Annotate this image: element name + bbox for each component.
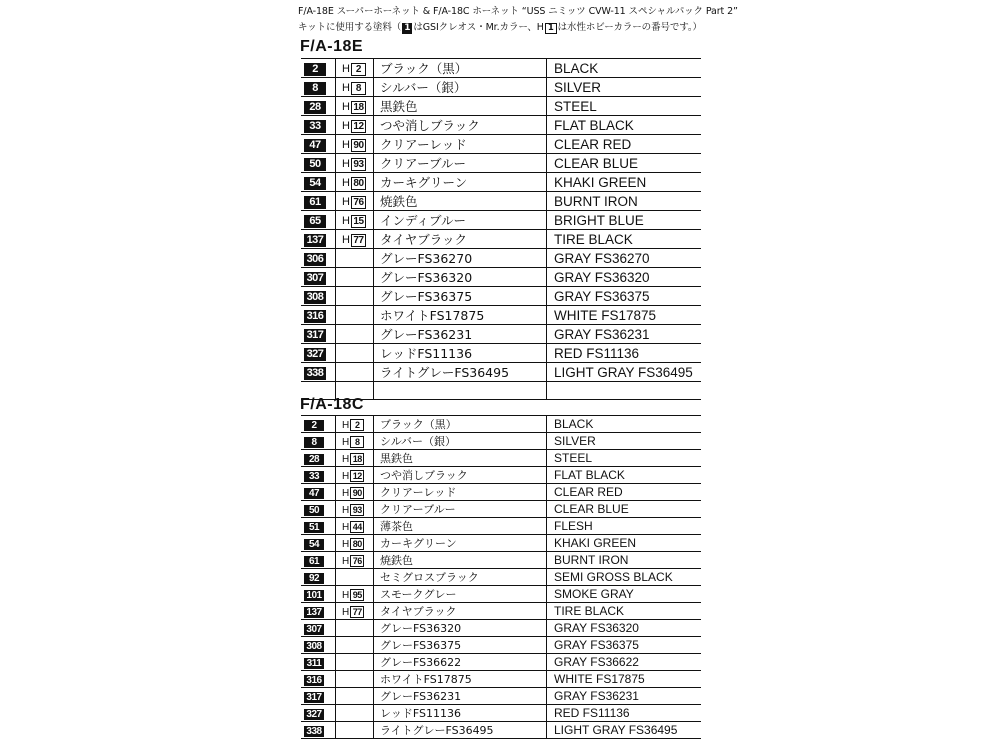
mr-color-number: 61: [304, 556, 324, 568]
hobby-color-number: 76: [350, 555, 364, 567]
hobby-color-cell: [336, 268, 374, 287]
instructions-header: [298, 4, 738, 36]
paint-row: [301, 620, 701, 637]
hobby-color-prefix: H: [342, 471, 350, 482]
paint-row: [301, 722, 701, 739]
mr-color-cell: [301, 450, 336, 467]
hobby-color-prefix: H: [342, 119, 350, 132]
mr-color-cell: [301, 173, 336, 192]
paint-name-en: SEMI GROSS BLACK: [547, 569, 702, 586]
hobby-color-number: 2: [351, 63, 366, 76]
mr-color-cell: [301, 287, 336, 306]
hobby-color-cell: [336, 535, 374, 552]
hobby-color-code: [342, 420, 364, 431]
paint-name-jp: 焼鉄色: [374, 192, 547, 211]
paint-row: [301, 211, 701, 230]
hobby-color-number: 18: [351, 101, 366, 114]
paint-table-fa18e: [301, 58, 701, 400]
mr-color-number: 311: [304, 658, 324, 670]
paint-row: [301, 97, 701, 116]
hobby-color-number: 8: [351, 82, 366, 95]
paint-name-jp: グレーFS36375: [374, 637, 547, 654]
paint-row: [301, 325, 701, 344]
paint-name-jp: クリアーレッド: [374, 135, 547, 154]
section-title-fa18e: F/A-18E: [300, 38, 364, 55]
hobby-color-cell: [336, 97, 374, 116]
mr-color-number: 2: [304, 63, 326, 76]
paint-row: [301, 59, 701, 78]
hobby-color-prefix: H: [342, 556, 350, 567]
paint-row: [301, 603, 701, 620]
paint-name-en: BURNT IRON: [547, 552, 702, 569]
mr-color-cell: [301, 211, 336, 230]
paint-name-en: FLAT BLACK: [547, 116, 702, 135]
paint-name-en: FLAT BLACK: [547, 467, 702, 484]
hobby-color-cell: [336, 450, 374, 467]
mr-color-cell: [301, 325, 336, 344]
hobby-color-prefix: H: [342, 157, 350, 170]
mr-color-number: 307: [304, 272, 326, 285]
hobby-color-number: 90: [350, 487, 364, 499]
paint-name-jp: タイヤブラック: [374, 230, 547, 249]
paint-name-en: CLEAR RED: [547, 135, 702, 154]
paint-name-jp: 焼鉄色: [374, 552, 547, 569]
hobby-color-prefix: H: [342, 195, 350, 208]
hobby-color-cell: [336, 501, 374, 518]
hobby-color-cell: [336, 603, 374, 620]
mr-color-number: 8: [304, 437, 324, 449]
mr-color-cell: [301, 671, 336, 688]
hobby-color-cell: [336, 722, 374, 739]
paint-name-en: CLEAR BLUE: [547, 501, 702, 518]
mr-color-cell: [301, 416, 336, 433]
paint-name-jp: つや消しブラック: [374, 467, 547, 484]
paint-row: [301, 535, 701, 552]
hobby-color-code: [342, 488, 364, 499]
hobby-color-cell: [336, 192, 374, 211]
mr-color-cell: [301, 230, 336, 249]
paint-row: [301, 416, 701, 433]
paint-row: [301, 287, 701, 306]
paint-name-en: GRAY FS36622: [547, 654, 702, 671]
hobby-color-cell: [336, 363, 374, 382]
hobby-color-code: [342, 215, 366, 227]
hobby-color-code: [342, 505, 364, 516]
hobby-color-cell: [336, 230, 374, 249]
mr-color-number: 28: [304, 101, 326, 114]
mr-color-cell: [301, 484, 336, 501]
mr-color-number: 47: [304, 488, 324, 500]
paint-name-en: CLEAR RED: [547, 484, 702, 501]
paint-name-en: STEEL: [547, 450, 702, 467]
paint-name-jp: ホワイトFS17875: [374, 671, 547, 688]
mr-color-cell: [301, 654, 336, 671]
hobby-color-cell: [336, 325, 374, 344]
paint-name-en: BLACK: [547, 416, 702, 433]
hobby-color-code: [342, 522, 364, 533]
paint-name-jp: グレーFS36622: [374, 654, 547, 671]
paint-name-jp: ライトグレーFS36495: [374, 363, 547, 382]
mr-color-cell: [301, 249, 336, 268]
paint-row: [301, 363, 701, 382]
mr-color-cell: [301, 501, 336, 518]
header-note-suffix: は水性ホビーカラーの番号です。）: [557, 22, 702, 33]
hobby-color-prefix: H: [342, 420, 350, 431]
paint-name-en: SILVER: [547, 78, 702, 97]
mr-color-number: 137: [304, 234, 326, 247]
hobby-color-number: 44: [350, 521, 364, 533]
paint-row: [301, 268, 701, 287]
paint-name-en: BLACK: [547, 59, 702, 78]
hobby-color-prefix: H: [342, 505, 350, 516]
mr-color-cell: [301, 637, 336, 654]
mr-color-number: 8: [304, 82, 326, 95]
hobby-color-cell: [336, 569, 374, 586]
hobby-color-box-example: 1: [545, 23, 557, 34]
mr-color-number: 28: [304, 454, 324, 466]
hobby-color-cell: [336, 135, 374, 154]
hobby-color-cell: [336, 433, 374, 450]
header-note-middle: はGSIクレオス・Mr.カラー、H: [413, 22, 544, 33]
paint-name-en: GRAY FS36270: [547, 249, 702, 268]
hobby-color-prefix: H: [342, 138, 350, 151]
hobby-color-number: 2: [350, 419, 364, 431]
mr-color-cell: [301, 344, 336, 363]
paint-name-jp: カーキグリーン: [374, 173, 547, 192]
paint-name-en: GRAY FS36375: [547, 637, 702, 654]
hobby-color-prefix: H: [342, 590, 350, 601]
paint-row: [301, 518, 701, 535]
paint-name-jp: クリアーレッド: [374, 484, 547, 501]
paint-name-jp: ブラック（黒）: [374, 59, 547, 78]
paint-row: [301, 306, 701, 325]
mr-color-number: 338: [304, 367, 326, 380]
hobby-color-cell: [336, 249, 374, 268]
mr-color-number: 308: [304, 291, 326, 304]
paint-name-jp: グレーFS36231: [374, 688, 547, 705]
mr-color-cell: [301, 620, 336, 637]
hobby-color-code: [342, 556, 364, 567]
mr-color-number: 33: [304, 471, 324, 483]
paint-name-en: GRAY FS36320: [547, 620, 702, 637]
paint-row: [301, 467, 701, 484]
paint-name-en: GRAY FS36231: [547, 325, 702, 344]
paint-name-jp: クリアーブルー: [374, 154, 547, 173]
paint-name-en: GRAY FS36375: [547, 287, 702, 306]
hobby-color-cell: [336, 637, 374, 654]
hobby-color-cell: [336, 306, 374, 325]
hobby-color-cell: [336, 688, 374, 705]
paint-name-jp: ライトグレーFS36495: [374, 722, 547, 739]
hobby-color-cell: [336, 705, 374, 722]
hobby-color-cell: [336, 416, 374, 433]
hobby-color-code: [342, 177, 366, 189]
mr-color-number: 317: [304, 692, 324, 704]
paint-name-jp: カーキグリーン: [374, 535, 547, 552]
paint-row: [301, 135, 701, 154]
hobby-color-cell: [336, 287, 374, 306]
paint-name-jp: レッドFS11136: [374, 344, 547, 363]
mr-color-number: 2: [304, 420, 324, 432]
mr-color-cell: [301, 552, 336, 569]
paint-name-en: BRIGHT BLUE: [547, 211, 702, 230]
hobby-color-number: 95: [350, 589, 364, 601]
paint-name-jp: 薄茶色: [374, 518, 547, 535]
hobby-color-cell: [336, 59, 374, 78]
mr-color-number: 65: [304, 215, 326, 228]
hobby-color-number: 80: [350, 538, 364, 550]
hobby-color-prefix: H: [342, 214, 350, 227]
paint-name-jp: レッドFS11136: [374, 705, 547, 722]
mr-color-number: 47: [304, 139, 326, 152]
hobby-color-number: 76: [351, 196, 366, 209]
hobby-color-number: 18: [350, 453, 364, 465]
paint-row: [301, 569, 701, 586]
header-note: [298, 20, 718, 36]
paint-name-en: GRAY FS36231: [547, 688, 702, 705]
hobby-color-cell: [336, 467, 374, 484]
paint-row: [301, 637, 701, 654]
hobby-color-number: 77: [350, 606, 364, 618]
hobby-color-cell: [336, 484, 374, 501]
mr-color-number: 61: [304, 196, 326, 209]
mr-color-cell: [301, 192, 336, 211]
hobby-color-code: [342, 539, 364, 550]
paint-name-en: STEEL: [547, 97, 702, 116]
mr-color-number: 327: [304, 709, 324, 721]
hobby-color-cell: [336, 78, 374, 97]
mr-color-cell: [301, 306, 336, 325]
hobby-color-number: 12: [350, 470, 364, 482]
hobby-color-number: 90: [351, 139, 366, 152]
mr-color-box-example: 1: [404, 23, 411, 33]
hobby-color-cell: [336, 173, 374, 192]
hobby-color-cell: [336, 154, 374, 173]
paint-row: [301, 450, 701, 467]
paint-row: [301, 501, 701, 518]
paint-name-en: RED FS11136: [547, 344, 702, 363]
mr-color-cell: [301, 135, 336, 154]
mr-color-number: 307: [304, 624, 324, 636]
hobby-color-code: [342, 63, 366, 75]
mr-color-cell: [301, 569, 336, 586]
paint-name-en: TIRE BLACK: [547, 603, 702, 620]
hobby-color-code: [342, 437, 364, 448]
mr-color-number: 101: [304, 590, 324, 602]
hobby-color-cell: [336, 654, 374, 671]
paint-row: [301, 78, 701, 97]
paint-row: [301, 230, 701, 249]
paint-name-en: KHAKI GREEN: [547, 173, 702, 192]
paint-name-jp: グレーFS36231: [374, 325, 547, 344]
hobby-color-number: 77: [351, 234, 366, 247]
paint-row: [301, 654, 701, 671]
paint-name-jp: シルバー（銀）: [374, 78, 547, 97]
mr-color-cell: [301, 535, 336, 552]
mr-color-cell: [301, 154, 336, 173]
mr-color-cell: [301, 722, 336, 739]
paint-row: [301, 705, 701, 722]
paint-name-en: RED FS11136: [547, 705, 702, 722]
paint-row: [301, 173, 701, 192]
hobby-color-cell: [336, 586, 374, 603]
mr-color-number: 316: [304, 675, 324, 687]
hobby-color-cell: [336, 552, 374, 569]
hobby-color-prefix: H: [342, 233, 350, 246]
hobby-color-prefix: H: [342, 488, 350, 499]
mr-color-number: 54: [304, 539, 324, 551]
mr-color-cell: [301, 705, 336, 722]
paint-name-en: CLEAR BLUE: [547, 154, 702, 173]
hobby-color-code: [342, 158, 366, 170]
paint-name-jp: インディブルー: [374, 211, 547, 230]
paint-name-en: SILVER: [547, 433, 702, 450]
hobby-color-prefix: H: [342, 454, 350, 465]
hobby-color-number: 93: [351, 158, 366, 171]
mr-color-cell: [301, 78, 336, 97]
paint-row: [301, 249, 701, 268]
hobby-color-prefix: H: [342, 437, 350, 448]
hobby-color-cell: [336, 620, 374, 637]
mr-color-cell: [301, 116, 336, 135]
mr-color-number: 338: [304, 726, 324, 738]
mr-color-number: 308: [304, 641, 324, 653]
paint-name-en: TIRE BLACK: [547, 230, 702, 249]
paint-name-jp: ブラック（黒）: [374, 416, 547, 433]
hobby-color-prefix: H: [342, 62, 350, 75]
paint-name-jp: クリアーブルー: [374, 501, 547, 518]
mr-color-number: 33: [304, 120, 326, 133]
paint-name-jp: グレーFS36375: [374, 287, 547, 306]
mr-color-cell: [301, 603, 336, 620]
paint-name-en: WHITE FS17875: [547, 306, 702, 325]
mr-color-cell: [301, 268, 336, 287]
hobby-color-number: 80: [351, 177, 366, 190]
paint-name-jp: グレーFS36270: [374, 249, 547, 268]
paint-name-en: KHAKI GREEN: [547, 535, 702, 552]
paint-name-en: SMOKE GRAY: [547, 586, 702, 603]
hobby-color-cell: [336, 344, 374, 363]
hobby-color-code: [342, 82, 366, 94]
mr-color-number: 137: [304, 607, 324, 619]
paint-name-en: BURNT IRON: [547, 192, 702, 211]
mr-color-number: 327: [304, 348, 326, 361]
hobby-color-cell: [336, 671, 374, 688]
paint-name-jp: 黒鉄色: [374, 97, 547, 116]
mr-color-number: 54: [304, 177, 326, 190]
hobby-color-code: [342, 101, 366, 113]
mr-color-number: 306: [304, 253, 326, 266]
mr-color-number: 50: [304, 505, 324, 517]
paint-name-en: LIGHT GRAY FS36495: [547, 363, 702, 382]
mr-color-cell: [301, 688, 336, 705]
header-title: F/A-18E スーパーホーネット & F/A-18C ホーネット “USS ニミッツ CVW-11 スペシャルパック Part 2”: [298, 6, 738, 17]
mr-color-number: 50: [304, 158, 326, 171]
paint-row: [301, 688, 701, 705]
paint-name-jp: タイヤブラック: [374, 603, 547, 620]
hobby-color-prefix: H: [342, 539, 350, 550]
hobby-color-cell: [336, 518, 374, 535]
hobby-color-code: [342, 454, 364, 465]
hobby-color-cell: [336, 116, 374, 135]
paint-name-jp: 黒鉄色: [374, 450, 547, 467]
mr-color-cell: [301, 363, 336, 382]
mr-color-number: 92: [304, 573, 324, 585]
paint-row: [301, 433, 701, 450]
hobby-color-code: [342, 139, 366, 151]
hobby-color-cell: [336, 211, 374, 230]
mr-color-cell: [301, 97, 336, 116]
mr-color-cell: [301, 467, 336, 484]
paint-table-fa18c: [301, 415, 701, 739]
hobby-color-code: [342, 590, 364, 601]
paint-name-jp: セミグロスブラック: [374, 569, 547, 586]
paint-name-en: GRAY FS36320: [547, 268, 702, 287]
hobby-color-number: 12: [351, 120, 366, 133]
hobby-color-prefix: H: [342, 100, 350, 113]
paint-row: [301, 586, 701, 603]
paint-name-jp: グレーFS36320: [374, 268, 547, 287]
header-note-prefix: キットに使用する塗料（: [298, 22, 402, 33]
paint-name-jp: つや消しブラック: [374, 116, 547, 135]
hobby-color-prefix: H: [342, 607, 350, 618]
paint-name-en: WHITE FS17875: [547, 671, 702, 688]
hobby-color-prefix: H: [342, 81, 350, 94]
hobby-color-number: 93: [350, 504, 364, 516]
paint-name-en: FLESH: [547, 518, 702, 535]
hobby-color-prefix: H: [342, 176, 350, 189]
paint-row: [301, 671, 701, 688]
hobby-color-prefix: H: [342, 522, 350, 533]
paint-name-jp: シルバー（銀）: [374, 433, 547, 450]
hobby-color-number: 8: [350, 436, 364, 448]
hobby-color-number: 15: [351, 215, 366, 228]
hobby-color-code: [342, 196, 366, 208]
paint-name-jp: グレーFS36320: [374, 620, 547, 637]
paint-row: [301, 552, 701, 569]
mr-color-cell: [301, 518, 336, 535]
hobby-color-code: [342, 234, 366, 246]
section-title-fa18c: F/A-18C: [300, 396, 364, 413]
mr-color-number: 317: [304, 329, 326, 342]
mr-color-cell: [301, 586, 336, 603]
mr-color-number: 316: [304, 310, 326, 323]
mr-color-number: 51: [304, 522, 324, 534]
paint-name-jp: スモークグレー: [374, 586, 547, 603]
paint-row: [301, 154, 701, 173]
paint-row: [301, 484, 701, 501]
hobby-color-code: [342, 471, 364, 482]
paint-name-jp: [374, 382, 547, 400]
mr-color-cell: [301, 59, 336, 78]
paint-name-en: LIGHT GRAY FS36495: [547, 722, 702, 739]
paint-row: [301, 344, 701, 363]
paint-row: [301, 116, 701, 135]
hobby-color-code: [342, 607, 364, 618]
paint-row: [301, 192, 701, 211]
mr-color-cell: [301, 433, 336, 450]
hobby-color-code: [342, 120, 366, 132]
paint-name-en: [547, 382, 702, 400]
paint-name-jp: ホワイトFS17875: [374, 306, 547, 325]
